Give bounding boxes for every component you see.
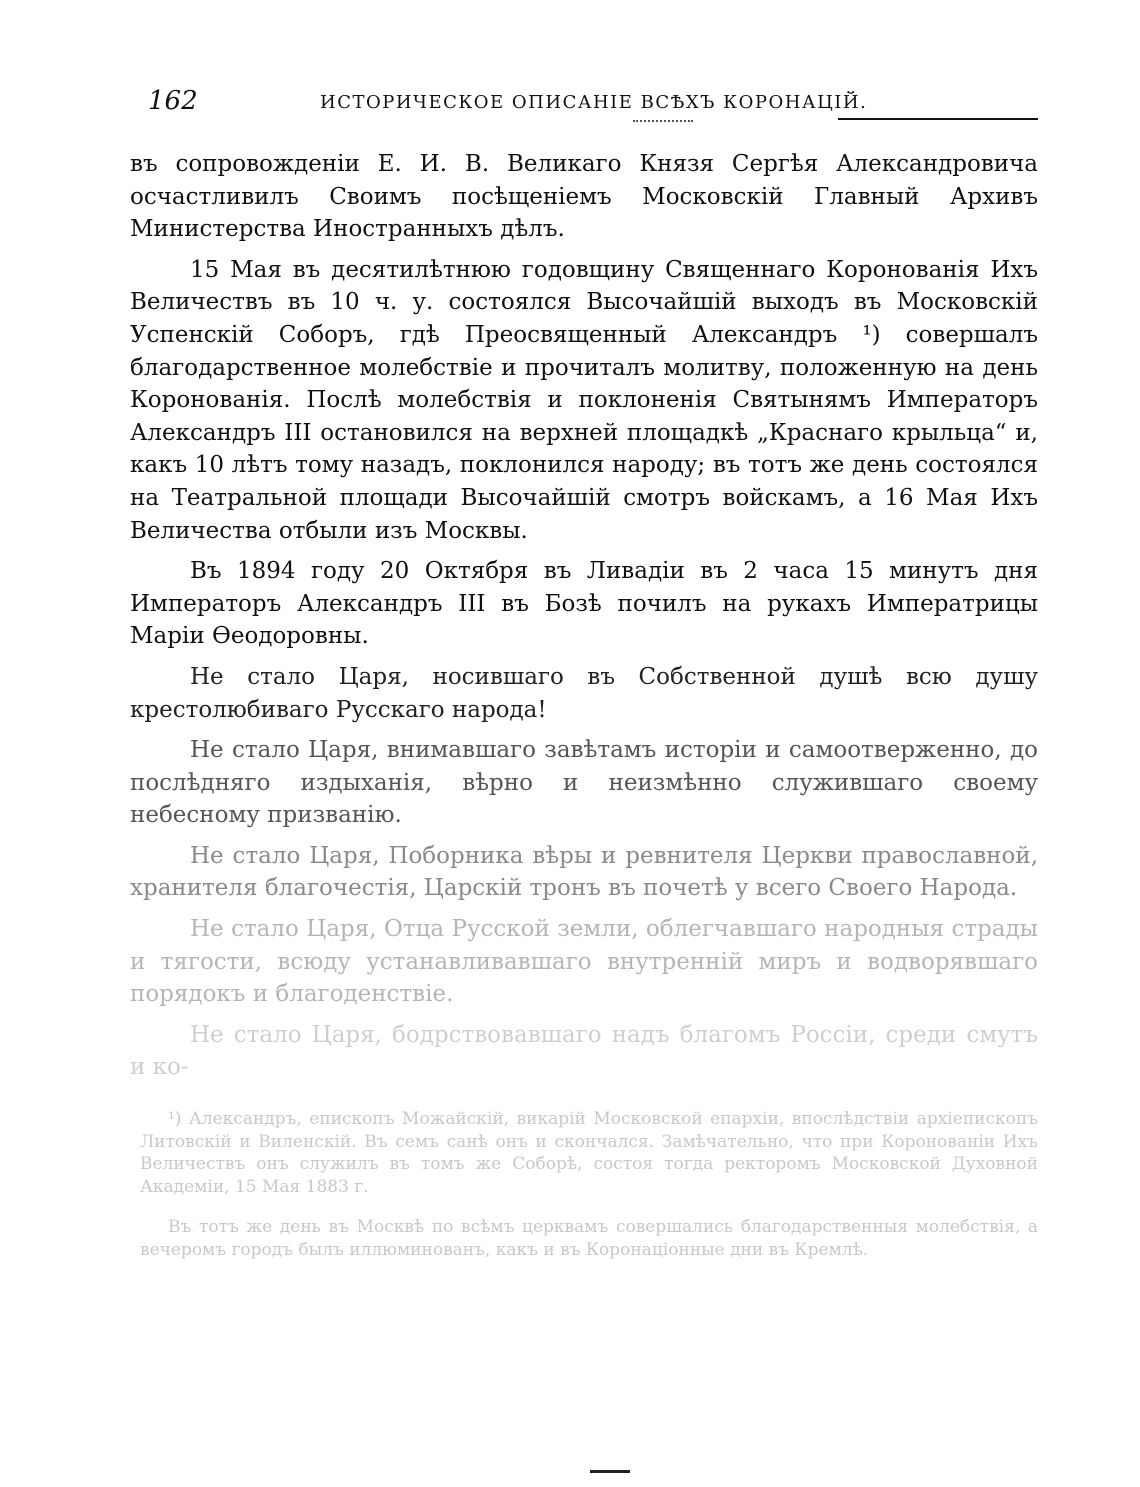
footnote-2: Въ тотъ же день въ Москвѣ по всѣмъ церквамъ совершались благодарственныя молебствія, а вечеромъ городъ былъ иллюминованъ, какъ и въ Коронаціонные дни въ Кремлѣ. [140,1217,1038,1260]
paragraph-3: Въ 1894 году 20 Октября въ Ливадіи въ 2 часа 15 минутъ дня Императоръ Александръ III въ Бозѣ почилъ на рукахъ Императрицы Маріи Ѳеодоровны. [130,558,1038,650]
header-rule [838,118,1038,120]
paragraph-7: Не стало Царя, Отца Русской земли, облегчавшаго народныя страды и тягости, всюду устанавливавшаго внутренній миръ и водворявшаго порядокъ и благоденствіе. [130,916,1038,1008]
paragraph-2: 15 Мая въ десятилѣтнюю годовщину Священнаго Коронованія Ихъ Величествъ въ 10 ч. у. состоялся Высочайшій выходъ въ Московскій Успенскій Соборъ, гдѣ Преосвященный Александръ ¹) совершалъ благодарственное молебствіе и прочиталъ молитву, положенную на день Коронованія. Послѣ молебствія и поклоненія Святынямъ Императоръ Александръ III остановился на верхней площадкѣ „Краснаго крыльца“ и, какъ 10 лѣтъ тому назадъ, поклонился народу; въ тотъ же день состоялся на Театральной площади Высочайшій смотръ войскамъ, а 16 Мая Ихъ Величества отбыли изъ Москвы. [130,256,1038,544]
header-dotted-rule [633,120,693,122]
paragraph-6: Не стало Царя, Поборника вѣры и ревнителя Церкви православной, хранителя благочестія, Царскій тронъ въ почетѣ у всего Своего Народа. [130,842,1038,902]
running-title: ИСТОРИЧЕСКОЕ ОПИСАНІЕ ВСѢХЪ КОРОНАЦІЙ. [320,92,868,113]
paragraph-4: Не стало Царя, носившаго въ Собственной душѣ всю душу крестолюбиваго Русскаго народа! [130,663,1038,723]
footnotes [140,1108,1038,1279]
paragraph-1: въ сопровожденіи Е. И. В. Великаго Князя Сергѣя Александровича осчастливилъ Своимъ посѣщеніемъ Московскій Главный Архивъ Министерства Иностранныхъ дѣлъ. [130,151,1038,243]
page-header [148,86,1038,122]
footnote-1: ¹) Александръ, епископъ Можайскій, викарій Московской епархіи, впослѣдствіи архіепископъ Литовскій и Виленскій. Въ семъ санѣ онъ и скончался. Замѣчательно, что при Коронованіи Ихъ Величествъ онъ служилъ въ томъ же Соборѣ, состоя тогда ректоромъ Московской Духовной Академіи, 15 Мая 1883 г. [140,1109,1038,1197]
paragraph-5: Не стало Царя, внимавшаго завѣтамъ исторіи и самоотверженно, до послѣдняго издыханія, вѣрно и неизмѣнно служившаго своему небесному призванію. [130,737,1038,829]
footer-ornament [590,1470,630,1473]
page-number: 162 [148,86,198,116]
body-text [130,148,1038,1092]
paragraph-8: Не стало Царя, бодрствовавшаго надъ благомъ Россіи, среди смутъ и ко- [130,1021,1038,1081]
